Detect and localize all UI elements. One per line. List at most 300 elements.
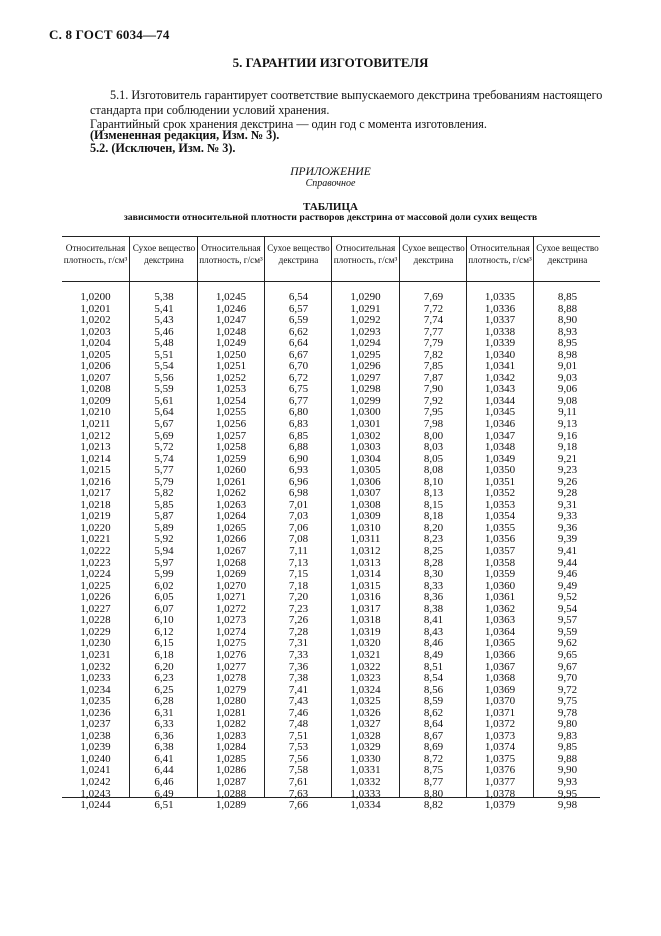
table-cell: 1,0218: [80, 498, 111, 511]
table-cell: 8,10: [423, 475, 444, 488]
header-dry-matter: Сухое вещество декстрина: [267, 243, 330, 265]
table-cell: 6,38: [154, 741, 174, 754]
table-cell: 1,0262: [215, 487, 247, 500]
table-cell: 5,82: [154, 487, 174, 500]
table-cell: 1,0293: [350, 325, 381, 338]
table-cell: 6,57: [288, 302, 309, 315]
table-cell: 9,06: [557, 383, 578, 396]
table-cell: 1,0224: [80, 568, 111, 581]
table-cell: 1,0211: [80, 418, 111, 431]
table-cell: 5,97: [154, 556, 174, 569]
table-cell: 7,79: [423, 337, 444, 350]
table-cell: 1,0210: [80, 406, 111, 419]
table-cell: 7,38: [288, 672, 309, 685]
table-cell: 8,33: [423, 579, 444, 592]
table-cell: 1,0359: [484, 568, 516, 581]
table-cell: 8,00: [423, 429, 444, 442]
table-cell: 9,85: [557, 741, 578, 754]
table-cell: 9,98: [557, 799, 578, 812]
table-cell: 1,0261: [215, 475, 247, 488]
header-dry-matter: Сухое вещество декстрина: [536, 243, 599, 265]
paragraph-5-2: 5.2. (Исключен, Изм. № 3).: [90, 141, 236, 155]
table-cell: 9,67: [557, 660, 578, 673]
table-cell: 5,46: [154, 325, 174, 338]
table-cell: 9,08: [557, 394, 578, 407]
table-cell: 1,0255: [215, 406, 247, 419]
table-cell: 1,0272: [215, 602, 247, 615]
table-cell: 1,0236: [80, 706, 111, 719]
table-cell: 1,0282: [215, 718, 247, 731]
table-cell: 1,0314: [350, 568, 381, 581]
table-cell: 1,0347: [484, 429, 516, 442]
table-cell: 7,74: [423, 314, 444, 327]
table-cell: 9,57: [557, 614, 578, 627]
table-cell: 9,21: [557, 452, 578, 465]
table-cell: 1,0292: [350, 314, 381, 327]
table-cell: 6,02: [154, 579, 174, 592]
table-cell: 8,90: [557, 314, 578, 327]
table-cell: 1,0264: [215, 510, 247, 523]
table-cell: 5,79: [154, 475, 174, 488]
table-cell: 9,44: [557, 556, 578, 569]
header-dry-matter: Сухое вещество декстрина: [402, 243, 465, 265]
table-cell: 7,46: [288, 706, 309, 719]
table-cell: 9,54: [557, 602, 578, 615]
table-cell: 1,0248: [215, 325, 247, 338]
table-cell: 8,88: [557, 302, 578, 315]
table-cell: 1,0217: [80, 487, 111, 500]
table-cell: 1,0214: [80, 452, 111, 465]
table-cell: 1,0297: [350, 371, 381, 384]
table-cell: 1,0315: [350, 579, 381, 592]
appendix-subtitle: Справочное: [305, 178, 356, 189]
table-cell: 5,77: [154, 464, 174, 477]
table-cell: 1,0270: [215, 579, 247, 592]
table-cell: 1,0216: [80, 475, 111, 488]
table-cell: 8,20: [423, 521, 444, 534]
table-cell: 1,0301: [350, 418, 381, 431]
table-cell: 1,0363: [484, 614, 516, 627]
column-divider: [399, 236, 400, 798]
table-cell: 7,82: [423, 348, 444, 361]
table-cell: 7,92: [423, 394, 444, 407]
table-cell: 1,0327: [350, 718, 381, 731]
table-cell: 7,69: [423, 291, 444, 303]
table-cell: 1,0306: [350, 475, 381, 488]
table-cell: 1,0254: [215, 394, 247, 407]
table-cell: 1,0300: [350, 406, 381, 419]
table-cell: 1,0319: [350, 625, 381, 638]
table-cell: 6,23: [154, 672, 174, 685]
table-cell: 6,80: [288, 406, 309, 419]
table-cell: 8,54: [423, 672, 444, 685]
table-cell: 1,0365: [484, 637, 516, 650]
page-header: С. 8 ГОСТ 6034—74: [49, 27, 170, 42]
paragraph-5-1-line2: стандарта при соблюдении условий хранения.: [90, 103, 330, 117]
table-cell: 1,0244: [80, 799, 111, 812]
table-cell: 9,28: [557, 487, 578, 500]
table-cell: 6,07: [154, 602, 174, 615]
table-cell: 1,0309: [350, 510, 381, 523]
table-cell: 6,25: [154, 683, 174, 696]
table-cell: 6,88: [288, 441, 309, 454]
table-cell: 7,36: [288, 660, 309, 673]
table-cell: 5,38: [154, 291, 174, 303]
table-cell: 7,01: [288, 498, 309, 511]
table-cell: 1,0243: [80, 787, 111, 800]
table-cell: 1,0340: [484, 348, 516, 361]
column-divider: [533, 236, 534, 798]
table-cell: 5,54: [154, 360, 174, 373]
table-cell: 9,95: [557, 787, 578, 800]
table-cell: 9,65: [557, 648, 578, 661]
table-cell: 1,0310: [350, 521, 381, 534]
table-cell: 1,0246: [215, 302, 247, 315]
table-cell: 1,0221: [80, 533, 111, 546]
table-cell: 6,36: [154, 729, 174, 742]
table-cell: 1,0302: [350, 429, 381, 442]
table-cell: 9,31: [557, 498, 578, 511]
table-cell: 6,20: [154, 660, 174, 673]
column-dry-2: [266, 292, 331, 812]
table-cell: 6,54: [288, 291, 309, 303]
table-cell: 8,75: [423, 764, 444, 777]
table-cell: 1,0234: [80, 683, 111, 696]
table-cell: 7,43: [288, 695, 309, 708]
table-cell: 1,0209: [80, 394, 111, 407]
table-cell: 1,0226: [80, 591, 111, 604]
table-cell: 1,0232: [80, 660, 111, 673]
table-cell: 7,20: [288, 591, 309, 604]
table-cell: 5,85: [154, 498, 174, 511]
table-cell: 6,93: [288, 464, 309, 477]
table-cell: 6,05: [154, 591, 174, 604]
table-cell: 7,11: [289, 545, 308, 558]
table-cell: 8,28: [423, 556, 444, 569]
table-cell: 1,0355: [484, 521, 516, 534]
table-cell: 5,64: [154, 406, 174, 419]
table-cell: 1,0276: [215, 648, 247, 661]
table-cell: 1,0289: [215, 799, 247, 812]
table-cell: 1,0260: [215, 464, 247, 477]
table-cell: 1,0321: [350, 648, 381, 661]
table-cell: 1,0291: [350, 302, 381, 315]
table-cell: 1,0280: [215, 695, 247, 708]
table-cell: 9,78: [557, 706, 578, 719]
table-cell: 1,0354: [484, 510, 516, 523]
table-cell: 1,0279: [215, 683, 247, 696]
table-cell: 1,0247: [215, 314, 247, 327]
table-cell: 7,06: [288, 521, 309, 534]
table-cell: 9,88: [557, 752, 578, 765]
table-cell: 1,0278: [215, 672, 247, 685]
table-cell: 8,69: [423, 741, 444, 754]
table-cell: 1,0207: [80, 371, 111, 384]
table-cell: 5,61: [154, 394, 174, 407]
table-cell: 6,64: [288, 337, 309, 350]
table-cell: 1,0258: [215, 441, 247, 454]
table-cell: 7,51: [288, 729, 309, 742]
table-cell: 6,67: [288, 348, 309, 361]
table-cell: 1,0346: [484, 418, 516, 431]
table-cell: 6,51: [154, 799, 174, 812]
table-cell: 5,51: [154, 348, 174, 361]
table-cell: 1,0296: [350, 360, 381, 373]
table-cell: 1,0249: [215, 337, 247, 350]
table-cell: 1,0368: [484, 672, 516, 685]
table-cell: 8,98: [557, 348, 578, 361]
table-cell: 9,36: [557, 521, 578, 534]
table-cell: 5,99: [154, 568, 174, 581]
table-cell: 1,0271: [215, 591, 247, 604]
table-cell: 8,93: [557, 325, 578, 338]
table-cell: 1,0353: [484, 498, 516, 511]
table-cell: 9,18: [557, 441, 578, 454]
table-cell: 1,0320: [350, 637, 381, 650]
column-density-3: [332, 292, 399, 812]
table-cell: 9,46: [557, 568, 578, 581]
table-cell: 1,0332: [350, 775, 381, 788]
table-cell: 1,0352: [484, 487, 516, 500]
table-cell: 7,33: [288, 648, 309, 661]
table-cell: 1,0364: [484, 625, 516, 638]
column-divider: [264, 236, 265, 798]
section-title: 5. ГАРАНТИИ ИЗГОТОВИТЕЛЯ: [232, 55, 429, 70]
table-cell: 1,0316: [350, 591, 381, 604]
table-cell: 6,83: [288, 418, 309, 431]
table-cell: 1,0378: [484, 787, 516, 800]
table-cell: 1,0377: [484, 775, 516, 788]
table-cell: 8,43: [423, 625, 444, 638]
table-cell: 6,10: [154, 614, 174, 627]
table-cell: 8,49: [423, 648, 444, 661]
table-cell: 5,56: [154, 371, 174, 384]
table-cell: 6,70: [288, 360, 309, 373]
table-cell: 1,0337: [484, 314, 516, 327]
table-cell: 6,62: [288, 325, 309, 338]
table-cell: 1,0203: [80, 325, 111, 338]
table-cell: 1,0374: [484, 741, 516, 754]
table-cell: 8,18: [423, 510, 444, 523]
table-cell: 8,30: [423, 568, 444, 581]
table-cell: 1,0227: [80, 602, 111, 615]
table-cell: 1,0342: [484, 371, 516, 384]
table-cell: 1,0299: [350, 394, 381, 407]
table-cell: 7,13: [288, 556, 309, 569]
table-cell: 1,0298: [350, 383, 381, 396]
table-cell: 7,85: [423, 360, 444, 373]
table-cell: 1,0273: [215, 614, 247, 627]
table-cell: 7,90: [423, 383, 444, 396]
table-cell: 7,31: [288, 637, 309, 650]
table-cell: 8,08: [423, 464, 444, 477]
table-cell: 6,72: [288, 371, 309, 384]
table-cell: 1,0323: [350, 672, 381, 685]
table-cell: 6,77: [288, 394, 309, 407]
table-cell: 7,41: [288, 683, 309, 696]
table-cell: 1,0361: [484, 591, 516, 604]
table-cell: 1,0220: [80, 521, 111, 534]
table-cell: 1,0233: [80, 672, 111, 685]
table-cell: 7,53: [288, 741, 309, 754]
table-cell: 9,41: [557, 545, 578, 558]
table-cell: 1,0356: [484, 533, 516, 546]
table-cell: 5,74: [154, 452, 174, 465]
column-dry-4: [535, 292, 600, 812]
table-cell: 1,0288: [215, 787, 247, 800]
table-cell: 6,15: [154, 637, 174, 650]
table-cell: 6,96: [288, 475, 309, 488]
table-cell: 1,0213: [80, 441, 111, 454]
table-cell: 7,28: [288, 625, 309, 638]
table-cell: 8,23: [423, 533, 444, 546]
table-cell: 1,0372: [484, 718, 516, 731]
table-cell: 1,0311: [350, 533, 381, 546]
table-cell: 8,03: [423, 441, 444, 454]
table-cell: 1,0376: [484, 764, 516, 777]
header-density: Относительная плотность, г/см³: [63, 243, 128, 265]
table-cell: 9,33: [557, 510, 578, 523]
table-cell: 8,64: [423, 718, 444, 731]
appendix-title: ПРИЛОЖЕНИЕ: [290, 166, 371, 178]
table-cell: 8,36: [423, 591, 444, 604]
table-cell: 1,0215: [80, 464, 111, 477]
table-cell: 7,58: [288, 764, 309, 777]
table-cell: 1,0229: [80, 625, 111, 638]
table-cell: 1,0308: [350, 498, 381, 511]
table-cell: 8,82: [423, 799, 444, 812]
table-cell: 7,56: [288, 752, 309, 765]
table-cell: 1,0304: [350, 452, 381, 465]
table-cell: 8,62: [423, 706, 444, 719]
table-cell: 7,23: [288, 602, 309, 615]
table-cell: 1,0286: [215, 764, 247, 777]
table-cell: 1,0274: [215, 625, 247, 638]
table-cell: 1,0336: [484, 302, 516, 315]
table-cell: 9,72: [557, 683, 578, 696]
table-cell: 1,0242: [80, 775, 111, 788]
table-cell: 5,92: [154, 533, 174, 546]
table-cell: 7,87: [423, 371, 444, 384]
table-cell: 1,0331: [350, 764, 381, 777]
table-cell: 1,0259: [215, 452, 247, 465]
table-cell: 1,0251: [215, 360, 247, 373]
table-cell: 1,0206: [80, 360, 111, 373]
header-density: Относительная плотность, г/см³: [468, 243, 532, 265]
table-cell: 9,62: [557, 637, 578, 650]
paragraph-edition: (Измененная редакция, Изм. № 3).: [90, 128, 280, 142]
table-cell: 6,44: [154, 764, 174, 777]
table-cell: 7,72: [423, 302, 444, 315]
table-cell: 6,12: [154, 625, 174, 638]
table-cell: 1,0348: [484, 441, 516, 454]
table-cell: 9,49: [557, 579, 578, 592]
table-cell: 6,85: [288, 429, 309, 442]
table-cell: 5,48: [154, 337, 174, 350]
table-cell: 6,31: [154, 706, 174, 719]
table-cell: 7,98: [423, 418, 444, 431]
table-cell: 1,0317: [350, 602, 381, 615]
table-cell: 7,63: [288, 787, 309, 800]
table-cell: 9,01: [557, 360, 578, 373]
table-cell: 1,0237: [80, 718, 111, 731]
table-cell: 8,41: [423, 614, 444, 627]
table-cell: 1,0222: [80, 545, 111, 558]
table-cell: 1,0358: [484, 556, 516, 569]
table-cell: 1,0303: [350, 441, 381, 454]
table-cell: 7,77: [423, 325, 444, 338]
table-cell: 1,0284: [215, 741, 247, 754]
table-cell: 7,66: [288, 799, 309, 812]
table-cell: 1,0228: [80, 614, 111, 627]
column-divider: [129, 236, 130, 798]
table-cell: 1,0335: [484, 291, 516, 303]
table-cell: 5,87: [154, 510, 174, 523]
table-cell: 5,94: [154, 545, 174, 558]
table-cell: 6,59: [288, 314, 309, 327]
table-cell: 1,0256: [215, 418, 247, 431]
table-cell: 5,89: [154, 521, 174, 534]
table-cell: 9,90: [557, 764, 578, 777]
table-cell: 1,0326: [350, 706, 381, 719]
table-cell: 8,56: [423, 683, 444, 696]
table-cell: 7,26: [288, 614, 309, 627]
column-dry-1: [131, 292, 197, 812]
table-subtitle: зависимости относительной плотности растворов декстрина от массовой доли сухих веществ: [123, 212, 538, 223]
table-cell: 1,0241: [80, 764, 111, 777]
table-cell: 6,49: [154, 787, 174, 800]
table-cell: 9,83: [557, 729, 578, 742]
table-cell: 1,0338: [484, 325, 516, 338]
table-cell: 1,0231: [80, 648, 111, 661]
table-cell: 1,0240: [80, 752, 111, 765]
table-cell: 1,0339: [484, 337, 516, 350]
table-cell: 9,70: [557, 672, 578, 685]
table-cell: 6,46: [154, 775, 174, 788]
table-cell: 1,0341: [484, 360, 516, 373]
table-cell: 1,0345: [484, 406, 516, 419]
table-cell: 1,0362: [484, 602, 516, 615]
table-cell: 1,0349: [484, 452, 516, 465]
table-cell: 1,0225: [80, 579, 111, 592]
table-cell: 1,0201: [80, 302, 111, 315]
table-cell: 1,0235: [80, 695, 111, 708]
table-cell: 6,90: [288, 452, 309, 465]
table-cell: 5,59: [154, 383, 174, 396]
table-cell: 1,0312: [350, 545, 381, 558]
table-cell: 1,0329: [350, 741, 381, 754]
table-cell: 8,59: [423, 695, 444, 708]
table-cell: 1,0290: [350, 291, 381, 303]
table-cell: 1,0238: [80, 729, 111, 742]
table-cell: 1,0253: [215, 383, 247, 396]
table-cell: 6,41: [154, 752, 174, 765]
table-cell: 1,0350: [484, 464, 516, 477]
table-cell: 1,0263: [215, 498, 247, 511]
table-cell: 8,05: [423, 452, 444, 465]
table-cell: 1,0205: [80, 348, 111, 361]
table-cell: 6,28: [154, 695, 174, 708]
table-cell: 6,18: [154, 648, 174, 661]
table-cell: 1,0360: [484, 579, 516, 592]
table-cell: 1,0223: [80, 556, 111, 569]
table-cell: 5,43: [154, 314, 174, 327]
table-cell: 9,59: [557, 625, 578, 638]
table-cell: 8,72: [423, 752, 444, 765]
table-cell: 1,0373: [484, 729, 516, 742]
table-cell: 1,0295: [350, 348, 381, 361]
table-cell: 1,0318: [350, 614, 381, 627]
